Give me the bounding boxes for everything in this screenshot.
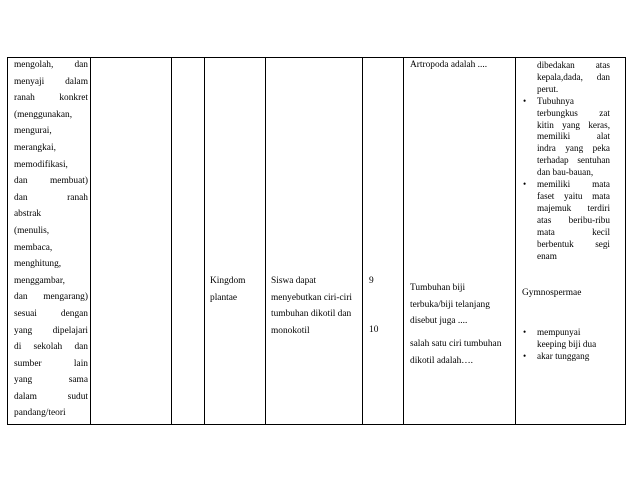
jawaban-line: Tubuhnya: [537, 95, 574, 106]
competency-line: abstrak: [14, 209, 42, 220]
competency-line: membaca,: [14, 242, 53, 253]
gymno-title-cell: [522, 285, 581, 302]
soal-9-line: terbuka/biji telanjang: [410, 299, 490, 310]
competency-line: menggambar,: [14, 275, 65, 286]
jawaban-line: terbungkus zat: [537, 107, 610, 118]
bullet-icon: •: [523, 179, 527, 190]
nomor-9: 9: [369, 276, 374, 286]
competency-line: merangkai,: [14, 142, 56, 153]
competency-line: dalam sudut: [14, 391, 88, 402]
jawaban-continuation: [519, 60, 610, 96]
competency-line: mengolah, dan: [14, 60, 88, 70]
competency-line: pandang/teori: [14, 408, 66, 419]
jawaban-line: dibedakan atas: [537, 60, 610, 70]
competency-line: dan membuat): [14, 176, 88, 187]
competency-line: yang sama: [14, 375, 88, 386]
jawaban-line: memiliki mata: [537, 179, 610, 190]
bullet-icon: •: [523, 327, 527, 337]
jawaban-line: atas beribu-ribu: [537, 214, 610, 225]
indikator-line: Siswa dapat: [271, 276, 317, 286]
bullet-icon: •: [523, 95, 527, 106]
soal-9-line: disebut juga ....: [410, 316, 468, 327]
nomor-10: 10: [369, 325, 379, 335]
bullet-icon: •: [523, 350, 527, 361]
gymno-line: keeping biji dua: [537, 338, 597, 349]
nomor-soal-10: [369, 322, 378, 339]
soal-9-line: Tumbuhan biji: [410, 283, 466, 293]
indikator-cell: [271, 273, 352, 339]
jawaban-line: memiliki alat: [537, 131, 610, 142]
competency-line: yang dipelajari: [14, 325, 88, 336]
col-border-0: [7, 57, 8, 425]
soal-10-cell: [410, 336, 501, 369]
jawaban-line: faset yaitu mata: [537, 190, 610, 201]
jawaban-bullet-item: [519, 96, 610, 179]
col-border-8: [625, 57, 626, 425]
soal-artropoda: Artropoda adalah ....: [410, 60, 488, 70]
soal-10-line: dikotil adalah….: [410, 355, 474, 366]
competency-line: dan ranah: [14, 192, 88, 203]
col-border-4: [265, 57, 266, 425]
jawaban-line: kepala,dada, dan: [537, 71, 610, 82]
gymno-answers: [519, 327, 610, 363]
competency-line: (menulis,: [14, 225, 50, 236]
materi-line: plantae: [210, 292, 238, 303]
jawaban-line: berbentuk segi: [537, 238, 610, 249]
jawaban-line: mata kecil: [537, 226, 610, 237]
indikator-line: monokotil: [271, 325, 310, 336]
soal-9-cell: [410, 280, 490, 330]
col-border-1: [90, 57, 91, 425]
table-top-border: [7, 57, 626, 58]
col-border-7: [515, 57, 516, 425]
competency-line: memodifikasi,: [14, 159, 68, 170]
gymno-bullet-item: [519, 327, 610, 351]
competency-line: dan mengarang): [14, 292, 88, 303]
competency-line: menghitung,: [14, 259, 62, 270]
soal-top: [410, 57, 487, 74]
table-bottom-border: [7, 424, 626, 425]
nomor-soal-9: [369, 273, 374, 290]
materi-line: Kingdom: [210, 276, 246, 286]
jawaban-line: indra yang peka: [537, 143, 610, 154]
gymno-bullet-item: [519, 351, 610, 363]
jawaban-cell: [519, 60, 610, 262]
competency-line: sumber lain: [14, 358, 88, 369]
gymno-line: mempunyai: [537, 327, 581, 337]
col-border-2: [171, 57, 172, 425]
competency-line: mengurai,: [14, 126, 52, 137]
indikator-line: tumbuhan dikotil dan: [271, 309, 352, 320]
gymno-line: akar tunggang: [537, 350, 590, 361]
soal-10-line: salah satu ciri tumbuhan: [410, 339, 502, 349]
competency-line: (menggunakan,: [14, 109, 73, 120]
jawaban-bullet-item: [519, 179, 610, 262]
competency-line: ranah konkret: [14, 93, 88, 104]
col-border-5: [362, 57, 363, 425]
jawaban-line: enam: [537, 250, 557, 261]
indikator-line: menyebutkan ciri-ciri: [271, 292, 352, 303]
competency-line: menyaji dalam: [14, 76, 88, 87]
jawaban-line: perut.: [537, 83, 559, 94]
col-border-6: [403, 57, 404, 425]
jawaban-line: dan bau-bauan,: [537, 167, 594, 178]
competency-line: di sekolah dan: [14, 342, 88, 353]
gymno-title: Gymnospermae: [522, 288, 582, 298]
jawaban-line: kitin yang keras,: [537, 119, 610, 130]
jawaban-line: majemuk terdiri: [537, 202, 610, 213]
materi-cell: [210, 273, 245, 306]
competency-cell: [14, 57, 88, 422]
competency-line: sesuai dengan: [14, 308, 88, 319]
jawaban-line: terhadap sentuhan: [537, 155, 610, 166]
col-border-3: [204, 57, 205, 425]
